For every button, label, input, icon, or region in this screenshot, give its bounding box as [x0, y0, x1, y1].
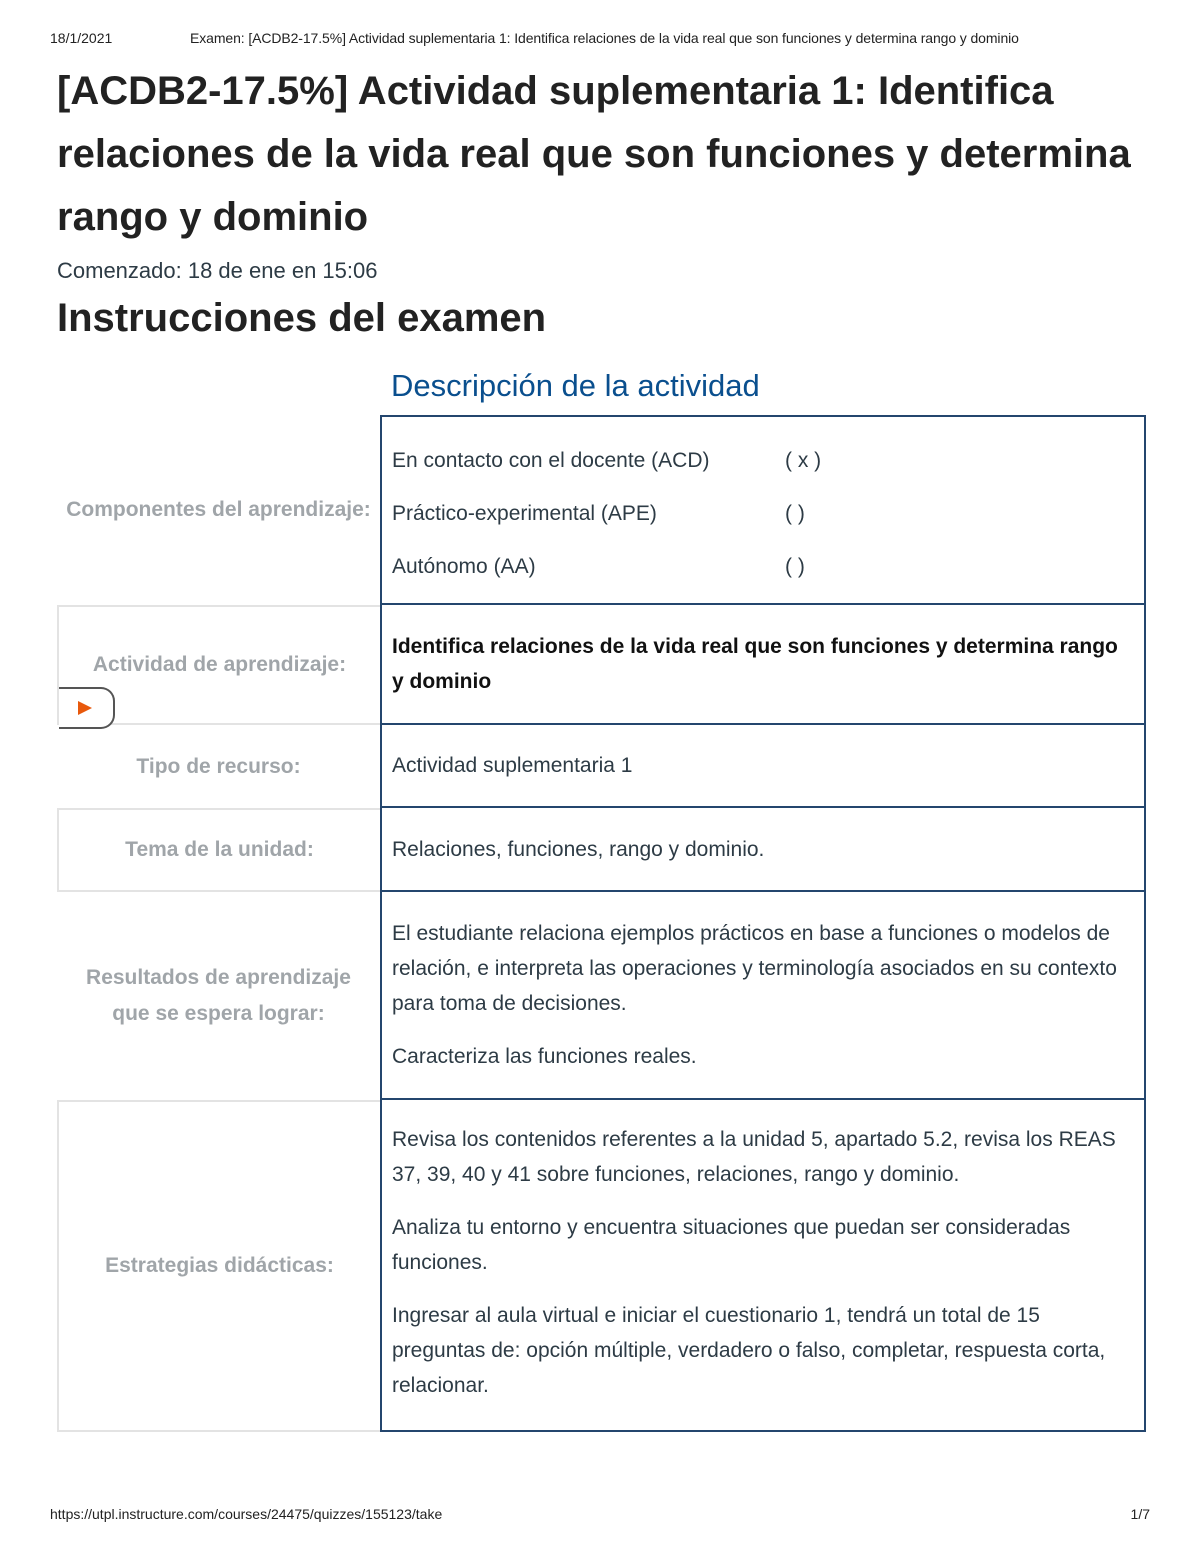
estrategias-paragraph-2: Analiza tu entorno y encuentra situaciones que puedan ser consideradas funciones.: [392, 1216, 1071, 1274]
componente-ape-text: Práctico-experimental (APE): [392, 502, 657, 525]
componente-aa-text: Autónomo (AA): [392, 555, 536, 578]
play-icon: [77, 700, 93, 716]
tipo-label: Tipo de recurso:: [136, 754, 301, 778]
quiz-title: [ACDB2-17.5%] Actividad suplementaria 1: Identifica relaciones de la vida real que son funciones y determina rango y dominio: [57, 69, 1131, 239]
actividad-value: [380, 605, 1146, 725]
tipo-value: [380, 725, 1146, 808]
tema-label: Tema de la unidad:: [57, 808, 380, 892]
actividad-text: Identifica relaciones de la vida real que son funciones y determina rango y dominio: [392, 635, 1118, 693]
componente-acd-mark: ( x ): [785, 449, 822, 472]
resultados-paragraph-2: Caracteriza las funciones reales.: [392, 1045, 697, 1068]
row-estrategias: [57, 1100, 1146, 1432]
tema-text: Relaciones, funciones, rango y dominio.: [392, 837, 765, 861]
componente-aa: [392, 540, 1134, 593]
print-header: [50, 30, 1150, 50]
resultados-label: Resultados de aprendizaje que se espera lograr:: [86, 966, 351, 1025]
print-date: 18/1/2021: [50, 30, 113, 46]
row-actividad: [57, 605, 1146, 725]
quiz-started: Comenzado: 18 de ene en 15:06: [57, 258, 378, 283]
estrategias-paragraph-3: Ingresar al aula virtual e iniciar el cuestionario 1, tendrá un total de 15 preguntas de: opción múltiple, verdadero o falso, completar, respuesta corta, relacionar.: [392, 1304, 1106, 1397]
activity-table: [57, 415, 1146, 1432]
print-page-number: 1/7: [1130, 1506, 1150, 1522]
print-url: https://utpl.instructure.com/courses/24475/quizzes/155123/take: [50, 1506, 443, 1522]
componentes-label: Componentes del aprendizaje:: [66, 498, 371, 521]
activity-heading: Descripción de la actividad: [391, 368, 760, 403]
componente-ape-mark: ( ): [785, 502, 805, 525]
componente-aa-mark: ( ): [785, 555, 805, 578]
componente-acd: [392, 434, 1134, 487]
row-tipo: [57, 725, 1146, 808]
print-title: Examen: [ACDB2-17.5%] Actividad suplementaria 1: Identifica relaciones de la vida real que son funciones y determina rango y dominio: [190, 30, 1019, 46]
play-button[interactable]: [59, 687, 115, 729]
resultados-value: [380, 892, 1146, 1100]
estrategias-value: [380, 1100, 1146, 1432]
actividad-label: [57, 605, 380, 725]
componentes-value: [380, 415, 1146, 605]
row-resultados: [57, 892, 1146, 1100]
resultados-paragraph-1: El estudiante relaciona ejemplos prácticos en base a funciones o modelos de relación, e interpreta las operaciones y terminología asociados en su contexto para toma de decisiones.: [392, 922, 1117, 1015]
tipo-text: Actividad suplementaria 1: [392, 754, 633, 777]
estrategias-paragraph-1: Revisa los contenidos referentes a la unidad 5, apartado 5.2, revisa los REAS 37, 39, 40 y 41 sobre funciones, relaciones, rango y dominio.: [392, 1128, 1116, 1186]
componente-acd-text: En contacto con el docente (ACD): [392, 449, 710, 472]
tema-value: [380, 808, 1146, 892]
row-tema: [57, 808, 1146, 892]
row-componentes: [57, 415, 1146, 605]
instructions-heading: Instrucciones del examen: [57, 296, 547, 340]
actividad-label-text: Actividad de aprendizaje:: [92, 653, 347, 676]
print-footer: [50, 1506, 1150, 1526]
estrategias-label: Estrategias didácticas:: [57, 1100, 380, 1432]
componente-ape: [392, 487, 1134, 540]
